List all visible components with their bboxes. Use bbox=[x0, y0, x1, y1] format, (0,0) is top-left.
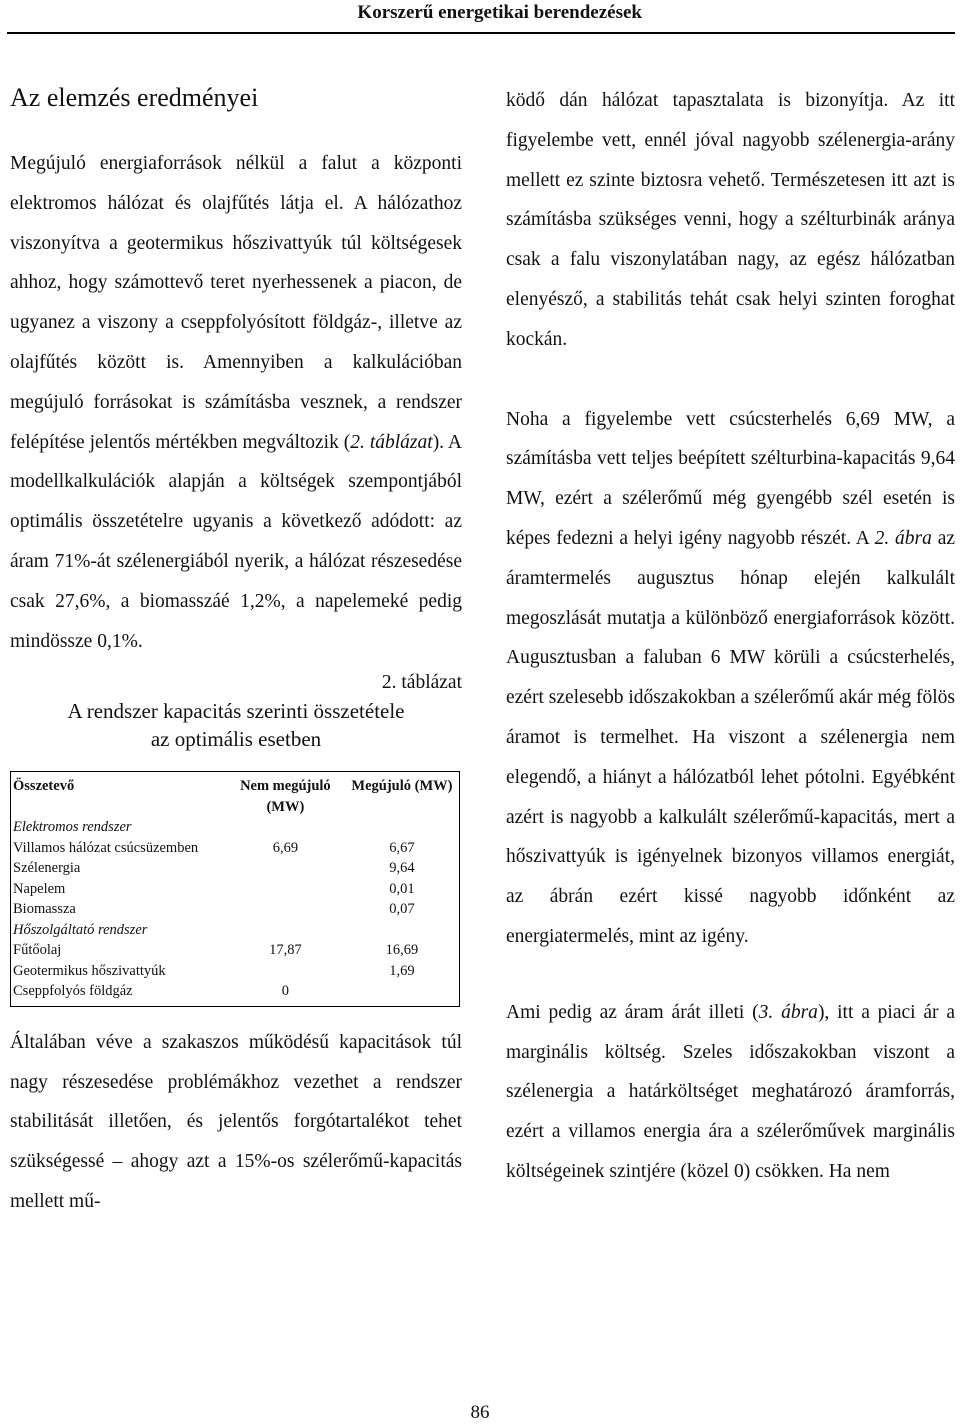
row-label: Cseppfolyós földgáz bbox=[13, 983, 133, 1000]
row-non-renewable bbox=[226, 899, 345, 920]
table-row bbox=[11, 858, 460, 879]
row-label: Biomassza bbox=[13, 901, 76, 918]
group-heating: Hőszolgáltató rendszer bbox=[13, 921, 148, 938]
row-label: Geotermikus hőszivattyúk bbox=[13, 962, 166, 979]
paragraph-spacer bbox=[506, 957, 955, 993]
row-non-renewable: 0 bbox=[281, 983, 289, 1000]
left-column bbox=[10, 80, 462, 1222]
right-paragraph-2-text-a: Noha a figyelembe vett csúcsterhelés 6,69 MW, a számításba vett teljes beépített szélturbina-kapacitás 9,64 MW, ezért a szélerőmű még gyengébb szél esetén is képes fedezni a helyi igény nagyobb részét. A bbox=[506, 408, 955, 549]
figure-reference-3: 3. ábra bbox=[758, 1001, 818, 1023]
row-label: Napelem bbox=[13, 880, 66, 897]
row-renewable: 1,69 bbox=[389, 962, 415, 979]
composition-table bbox=[10, 771, 460, 1007]
col-header-component: Összetevő bbox=[13, 778, 75, 795]
row-non-renewable bbox=[226, 961, 345, 982]
row-renewable: 6,67 bbox=[389, 839, 415, 856]
right-column bbox=[506, 81, 955, 1192]
table-row bbox=[11, 899, 460, 920]
right-paragraph-3 bbox=[506, 993, 955, 1192]
page-number: 86 bbox=[470, 1402, 490, 1423]
row-renewable: 0,01 bbox=[389, 880, 415, 897]
table-row bbox=[11, 838, 460, 859]
row-non-renewable bbox=[226, 879, 345, 900]
row-label: Villamos hálózat csúcsüzemben bbox=[13, 839, 199, 856]
page-header bbox=[0, 0, 960, 30]
row-renewable: 9,64 bbox=[389, 860, 415, 877]
row-non-renewable bbox=[226, 858, 345, 879]
row-renewable: 0,07 bbox=[389, 901, 415, 918]
row-label: Fűtőolaj bbox=[13, 942, 62, 959]
table-row bbox=[11, 961, 460, 982]
right-paragraph-1: ködő dán hálózat tapasztalata is bizonyítja. Az itt figyelembe vett, ennél jóval nagyobb szélenergia-arány mellett ez szinte biztosra vehető. Természetesen itt azt is számításba szükséges venni, hogy a szélturbinák aránya csak a falu viszonylatában nagy, az egész hálózatban elenyésző, a stabilitás tehát csak helyi szinten foroghat kockán. bbox=[506, 90, 955, 350]
row-renewable: 16,69 bbox=[385, 942, 419, 959]
left-paragraph-2: Általában véve a szakaszos működésű kapacitások túl nagy részesedése problémákhoz vezethet a rendszer stabilitását illetően, és jelentős forgótartalékot tehet szükségessé – ahogy azt a 15%-os szélerőmű-kapacitás mellett mű- bbox=[10, 1031, 462, 1213]
table-row bbox=[11, 981, 460, 1006]
left-paragraph-1-text-a: Megújuló energiaforrások nélkül a falut a központi elektromos hálózat és olajfűtés látja el. A hálózathoz viszonyítva a geotermikus hőszivattyúk túl költségesek ahhoz, hogy számottevő teret nyerhessenek a piacon, de ugyanez a viszony a cseppfolyósított földgáz-, illetve az olajfűtés között is. Amennyiben a kalkulációban megújuló forrásokat is számításba vesznek, a rendszer felépítése jelentős mértékben megváltozik ( bbox=[10, 153, 462, 453]
row-non-renewable: 6,69 bbox=[272, 839, 299, 856]
right-paragraph-2-text-b: az áramtermelés augusztus hónap elején kalkulált megoszlását mutatja a különböző energiaforrások között. Augusztusban a faluban 6 MW körüli a csúcsterhelés, ezért szelesebb időszakokban a szélerőmű akár még fölös áramot is termelhet. Ha viszont a szélenergia nem elegendő, a hiányt a hálózatból lehet pótolni. Egyébként azért is nagyobb a kalkulált szélerőmű-kapacitás, mert a hőszivattyúk is igényelnek bizonyos villamos energiát, az ábrán ezért kissé nagyobb időnként az energiatermelés, mint az igény. bbox=[506, 527, 956, 947]
col-header-non-renewable: Nem megújuló (MW) bbox=[240, 778, 331, 815]
group-electric: Elektromos rendszer bbox=[13, 819, 132, 836]
table-group-row bbox=[11, 817, 460, 838]
table-header-row bbox=[11, 772, 460, 818]
header-rule bbox=[7, 32, 955, 34]
right-paragraph-2 bbox=[506, 400, 955, 957]
left-paragraph-1-text-b: ). A modellkalkulációk alapján a költségek szempontjából optimális összetételre ugyanis a következő adódott: az áram 71%-át szélenergiából nyerik, a hálózat részesedése csak 27,6%, a biomasszáé 1,2%, a napelemeké pedig mindössze 0,1%. bbox=[10, 431, 462, 652]
figure-reference-2: 2. ábra bbox=[874, 527, 932, 549]
table-number: 2. táblázat bbox=[381, 672, 462, 694]
table-row bbox=[11, 940, 460, 961]
col-header-renewable: Megújuló (MW) bbox=[351, 778, 453, 795]
row-non-renewable: 17,87 bbox=[269, 942, 302, 959]
table-reference: 2. táblázat bbox=[350, 431, 433, 453]
table-title: A rendszer kapacitás szerinti összetétele bbox=[67, 699, 405, 724]
paragraph-spacer bbox=[506, 360, 955, 400]
right-paragraph-3-text-b: ), itt a piaci ár a marginális költség. Szeles időszakokban viszont a szélenergia a határköltséget meghatározó áramforrás, ezért a villamos energia ára a szélerőművek marginális költségeinek szintjére (közel 0) csökken. Ha nem bbox=[506, 1001, 956, 1182]
table-subtitle: az optimális esetben bbox=[150, 727, 322, 752]
section-heading: Az elemzés eredményei bbox=[10, 83, 259, 112]
row-label: Szélenergia bbox=[13, 860, 81, 877]
left-paragraph-1 bbox=[10, 144, 462, 661]
table-group-row bbox=[11, 920, 460, 941]
row-renewable bbox=[345, 981, 460, 1006]
right-paragraph-3-text-a: Ami pedig az áram árát illeti ( bbox=[506, 1001, 759, 1023]
running-title: Korszerű energetikai berendezések bbox=[357, 2, 642, 23]
table-row bbox=[11, 879, 460, 900]
